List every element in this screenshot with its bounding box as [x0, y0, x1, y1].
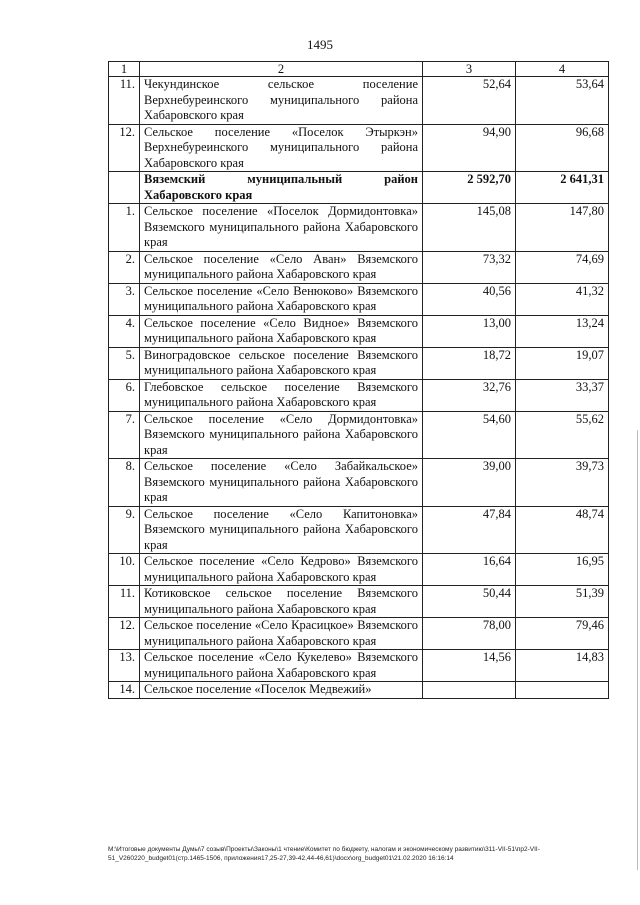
value-2019: 16,64 [423, 554, 516, 586]
settlement-name: Сельское поселение «Поселок Дормидонтовка» Вяземского муниципального района Хабаровского края [140, 204, 423, 252]
value-2020 [516, 682, 609, 699]
row-number: 9. [109, 506, 140, 554]
row-number: 2. [109, 251, 140, 283]
value-2020: 48,74 [516, 506, 609, 554]
value-2019: 18,72 [423, 347, 516, 379]
value-2020: 39,73 [516, 459, 609, 507]
table-row [109, 618, 609, 650]
row-number: 8. [109, 459, 140, 507]
value-2020: 14,83 [516, 650, 609, 682]
settlement-name: Сельское поселение «Село Забайкальское» Вяземского муниципального района Хабаровского края [140, 459, 423, 507]
value-2020: 51,39 [516, 586, 609, 618]
settlement-name: Виноградовское сельское поселение Вяземского муниципального района Хабаровского края [140, 347, 423, 379]
table-row [109, 77, 609, 125]
table-row [109, 379, 609, 411]
row-number: 12. [109, 618, 140, 650]
file-path-footer: М:\Итоговые документы Думы\7 созыв\Проекты\Законы\1 чтение\Комитет по бюджету, налогам и экономическому развитию\311-VII-51\пр2-VII-51_V260220_budget01(стр.1465-1506, приложения17,25-27,39-42,44-46,61)\docx\org_budget01\21.02.2020 16:16:14 [108, 846, 540, 862]
value-2020: 19,07 [516, 347, 609, 379]
value-2019: 54,60 [423, 411, 516, 459]
row-number: 7. [109, 411, 140, 459]
row-number: 3. [109, 283, 140, 315]
column-header: 3 [423, 62, 516, 77]
value-2020: 74,69 [516, 251, 609, 283]
table-row [109, 459, 609, 507]
value-2020: 2 641,31 [516, 172, 609, 204]
row-number: 6. [109, 379, 140, 411]
value-2019: 2 592,70 [423, 172, 516, 204]
settlement-name: Сельское поселение «Поселок Медвежий» [140, 682, 423, 699]
row-number: 1. [109, 204, 140, 252]
value-2020: 16,95 [516, 554, 609, 586]
table-row [109, 411, 609, 459]
value-2019: 50,44 [423, 586, 516, 618]
row-number: 13. [109, 650, 140, 682]
value-2020: 33,37 [516, 379, 609, 411]
row-number: 14. [109, 682, 140, 699]
value-2019: 73,32 [423, 251, 516, 283]
row-number: 11. [109, 77, 140, 125]
column-header: 1 [109, 62, 140, 77]
settlement-name: Сельское поселение «Поселок Этыркэн» Верхнебуреинского муниципального района Хабаровского края [140, 124, 423, 172]
value-2019: 94,90 [423, 124, 516, 172]
page-edge-line [637, 430, 638, 870]
settlement-name: Сельское поселение «Село Венюково» Вяземского муниципального района Хабаровского края [140, 283, 423, 315]
value-2019: 40,56 [423, 283, 516, 315]
table-row [109, 124, 609, 172]
settlement-name: Чекундинское сельское поселение Верхнебуреинского муниципального района Хабаровского края [140, 77, 423, 125]
settlement-name: Вяземский муниципальный район Хабаровского края [140, 172, 423, 204]
value-2020: 96,68 [516, 124, 609, 172]
table-group-row [109, 172, 609, 204]
table-header [109, 62, 609, 77]
value-2019: 13,00 [423, 315, 516, 347]
table-row [109, 315, 609, 347]
value-2019: 39,00 [423, 459, 516, 507]
value-2020: 55,62 [516, 411, 609, 459]
table-row [109, 347, 609, 379]
value-2019 [423, 682, 516, 699]
value-2019: 145,08 [423, 204, 516, 252]
row-number: 10. [109, 554, 140, 586]
value-2019: 47,84 [423, 506, 516, 554]
row-number: 11. [109, 586, 140, 618]
row-number: 12. [109, 124, 140, 172]
value-2019: 32,76 [423, 379, 516, 411]
table-row [109, 506, 609, 554]
column-header: 2 [140, 62, 423, 77]
page-number: 1495 [307, 37, 333, 52]
value-2020: 13,24 [516, 315, 609, 347]
settlement-name: Сельское поселение «Село Кедрово» Вяземского муниципального района Хабаровского края [140, 554, 423, 586]
table-row [109, 251, 609, 283]
settlement-name: Глебовское сельское поселение Вяземского муниципального района Хабаровского края [140, 379, 423, 411]
table-row [109, 283, 609, 315]
settlement-name: Сельское поселение «Село Видное» Вяземского муниципального района Хабаровского края [140, 315, 423, 347]
table-body [109, 77, 609, 699]
settlement-name: Сельское поселение «Село Кукелево» Вяземского муниципального района Хабаровского края [140, 650, 423, 682]
value-2019: 52,64 [423, 77, 516, 125]
table-row [109, 682, 609, 699]
column-header: 4 [516, 62, 609, 77]
table-row [109, 554, 609, 586]
value-2020: 79,46 [516, 618, 609, 650]
settlement-name: Сельское поселение «Село Аван» Вяземского муниципального района Хабаровского края [140, 251, 423, 283]
table-row [109, 586, 609, 618]
table-row [109, 204, 609, 252]
value-2019: 78,00 [423, 618, 516, 650]
table-row [109, 650, 609, 682]
value-2020: 41,32 [516, 283, 609, 315]
budget-table [108, 61, 609, 699]
settlement-name: Сельское поселение «Село Капитоновка» Вяземского муниципального района Хабаровского края [140, 506, 423, 554]
value-2020: 147,80 [516, 204, 609, 252]
row-number: 4. [109, 315, 140, 347]
settlement-name: Сельское поселение «Село Красицкое» Вяземского муниципального района Хабаровского края [140, 618, 423, 650]
row-number [109, 172, 140, 204]
value-2019: 14,56 [423, 650, 516, 682]
value-2020: 53,64 [516, 77, 609, 125]
settlement-name: Сельское поселение «Село Дормидонтовка» Вяземского муниципального района Хабаровского края [140, 411, 423, 459]
row-number: 5. [109, 347, 140, 379]
settlement-name: Котиковское сельское поселение Вяземского муниципального района Хабаровского края [140, 586, 423, 618]
